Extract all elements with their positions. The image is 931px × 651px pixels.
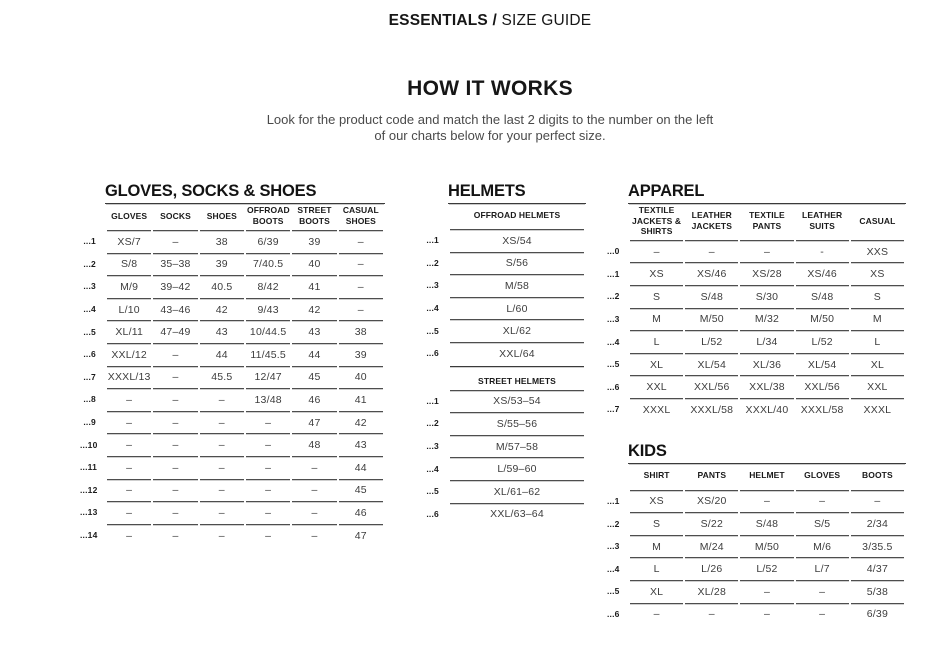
size-cell: – (339, 253, 383, 276)
size-cell: - (796, 240, 849, 263)
size-cell: – (200, 524, 244, 547)
size-cell: 6/39 (246, 230, 290, 253)
table-row (607, 535, 904, 558)
size-cell: – (246, 411, 290, 434)
size-cell: 47 (292, 411, 336, 434)
size-cell: – (851, 490, 904, 513)
street-helmets-table (420, 366, 586, 526)
size-cell: L/60 (450, 297, 584, 320)
kids-block (605, 443, 906, 626)
row-label: ...6 (426, 508, 439, 519)
size-cell: XXS (851, 240, 904, 263)
row-label: ...2 (607, 518, 620, 529)
size-cell: S/30 (740, 285, 793, 308)
size-cell: – (740, 240, 793, 263)
row-label: ...5 (607, 359, 620, 370)
table-row (80, 479, 383, 502)
size-cell: XL/36 (740, 353, 793, 376)
column-header: SHOES (206, 210, 237, 221)
size-cell: S/48 (796, 285, 849, 308)
column-header: CASUAL SHOES (342, 205, 379, 226)
size-cell: – (200, 501, 244, 524)
size-cell: 43 (339, 433, 383, 456)
header-row (607, 465, 904, 490)
size-cell: XS (630, 490, 683, 513)
table-row (422, 480, 584, 503)
size-cell: S/48 (740, 512, 793, 535)
size-cell: M/57–58 (450, 435, 584, 458)
size-cell: – (292, 479, 336, 502)
header-gutter (80, 205, 105, 230)
size-cell: XS/46 (796, 262, 849, 285)
size-cell: – (200, 433, 244, 456)
table-row (422, 274, 584, 297)
size-cell: 39 (200, 253, 244, 276)
table-row (80, 343, 383, 366)
size-cell: – (796, 580, 849, 603)
table-row (607, 398, 904, 421)
column-header: STREET HELMETS (450, 366, 584, 390)
size-cell: – (292, 456, 336, 479)
size-cell: M/50 (740, 535, 793, 558)
table-row (607, 603, 904, 626)
size-cell: 44 (200, 343, 244, 366)
row-label: ...4 (426, 463, 439, 474)
table-row (422, 319, 584, 342)
table-row (607, 285, 904, 308)
row-label: ...4 (83, 304, 96, 315)
size-cell: 6/39 (851, 603, 904, 626)
size-cell: M (851, 308, 904, 331)
size-cell: – (107, 411, 151, 434)
size-cell: 48 (292, 433, 336, 456)
size-cell: S (630, 512, 683, 535)
size-cell: XS (630, 262, 683, 285)
row-label: ...3 (607, 313, 620, 324)
size-cell: – (153, 433, 197, 456)
size-cell: – (246, 479, 290, 502)
size-cell: S/55–56 (450, 412, 584, 435)
row-label: ...10 (80, 439, 98, 450)
size-cell: L/52 (796, 330, 849, 353)
size-cell: 39 (339, 343, 383, 366)
column-header: CASUAL (859, 215, 896, 226)
size-cell: – (339, 230, 383, 253)
size-cell: – (107, 501, 151, 524)
row-label: ...2 (426, 257, 439, 268)
table-row (607, 490, 904, 513)
column-header: SOCKS (160, 210, 191, 221)
size-cell: L (851, 330, 904, 353)
table-row (80, 320, 383, 343)
size-cell: 46 (292, 388, 336, 411)
size-cell: S/8 (107, 253, 151, 276)
row-label: ...4 (607, 336, 620, 347)
table-row (607, 330, 904, 353)
size-cell: XS/46 (685, 262, 738, 285)
size-cell: XXL/56 (796, 375, 849, 398)
helmets-title: HELMETS (448, 183, 586, 204)
size-cell: 38 (200, 230, 244, 253)
size-cell: M/9 (107, 275, 151, 298)
size-cell: – (685, 603, 738, 626)
row-label: ...1 (83, 236, 96, 247)
row-label: ...7 (607, 404, 620, 415)
gloves-socks-shoes-table (78, 205, 385, 546)
column-header: GLOVES (804, 470, 841, 481)
size-cell: 41 (339, 388, 383, 411)
size-cell: M/24 (685, 535, 738, 558)
header-gutter (422, 205, 448, 229)
size-cell: 45 (339, 479, 383, 502)
size-cell: M (630, 308, 683, 331)
column-header: BOOTS (862, 470, 893, 481)
size-cell: – (796, 603, 849, 626)
breadcrumb (49, 12, 931, 30)
size-cell: S/56 (450, 252, 584, 275)
size-cell: – (246, 456, 290, 479)
breadcrumb-page: SIZE GUIDE (501, 12, 592, 29)
size-cell: – (153, 456, 197, 479)
row-label: ...3 (83, 281, 96, 292)
table-row (80, 433, 383, 456)
size-cell: 10/44.5 (246, 320, 290, 343)
size-cell: 40 (339, 366, 383, 389)
row-label: ...2 (607, 291, 620, 302)
size-cell: 47–49 (153, 320, 197, 343)
size-cell: XL/54 (685, 353, 738, 376)
size-cell: 11/45.5 (246, 343, 290, 366)
size-cell: XL/11 (107, 320, 151, 343)
row-label: ...14 (80, 530, 98, 541)
size-cell: S (851, 285, 904, 308)
size-cell: – (292, 501, 336, 524)
size-cell: 45 (292, 366, 336, 389)
row-label: ...2 (426, 418, 439, 429)
header-gutter (607, 205, 628, 240)
row-label: ...11 (80, 462, 98, 473)
breadcrumb-section: ESSENTIALS / (388, 12, 497, 29)
table-row (422, 252, 584, 275)
apparel-title: APPAREL (628, 183, 906, 204)
row-label: ...9 (83, 417, 96, 428)
size-cell: – (200, 388, 244, 411)
size-cell: XS (851, 262, 904, 285)
row-label: ...3 (607, 541, 620, 552)
size-cell: – (740, 490, 793, 513)
size-cell: – (630, 603, 683, 626)
row-label: ...4 (426, 303, 439, 314)
size-cell: – (107, 388, 151, 411)
table-row (80, 501, 383, 524)
size-cell: – (153, 501, 197, 524)
table-row (80, 230, 383, 253)
header-row (422, 366, 584, 390)
size-cell: XXXL (630, 398, 683, 421)
size-cell: XS/7 (107, 230, 151, 253)
table-row (607, 375, 904, 398)
header-row (422, 205, 584, 229)
size-cell: 42 (200, 298, 244, 321)
header-gutter (607, 465, 628, 490)
size-cell: M/50 (685, 308, 738, 331)
size-cell: XXL/64 (450, 342, 584, 365)
row-label: ...1 (607, 268, 620, 279)
size-cell: 7/40.5 (246, 253, 290, 276)
size-cell: M/58 (450, 274, 584, 297)
column-header: GLOVES (111, 210, 148, 221)
size-cell: – (153, 411, 197, 434)
table-row (422, 503, 584, 526)
row-label: ...1 (426, 395, 439, 406)
kids-table (605, 465, 906, 626)
table-row (80, 275, 383, 298)
table-row (80, 298, 383, 321)
row-label: ...4 (607, 563, 620, 574)
helmets-section (420, 183, 586, 525)
table-row (607, 240, 904, 263)
size-cell: M (630, 535, 683, 558)
row-label: ...0 (607, 246, 620, 257)
header-row (80, 205, 383, 230)
table-row (607, 580, 904, 603)
size-cell: XS/28 (740, 262, 793, 285)
header-row (607, 205, 904, 240)
apparel-kids-section (605, 183, 906, 625)
size-cell: L/52 (685, 330, 738, 353)
gloves-socks-shoes-title: GLOVES, SOCKS & SHOES (105, 183, 385, 204)
size-cell: XXXL/40 (740, 398, 793, 421)
size-cell: 41 (292, 275, 336, 298)
column-header: HELMET (749, 470, 785, 481)
size-cell: 43 (292, 320, 336, 343)
size-cell: – (153, 479, 197, 502)
kids-title: KIDS (628, 443, 906, 464)
size-cell: – (339, 298, 383, 321)
size-cell: XL/54 (796, 353, 849, 376)
table-row (607, 308, 904, 331)
size-cell: – (740, 603, 793, 626)
size-cell: 40.5 (200, 275, 244, 298)
row-label: ...2 (83, 258, 96, 269)
size-cell: 47 (339, 524, 383, 547)
size-cell: S/22 (685, 512, 738, 535)
page-title: HOW IT WORKS (407, 77, 573, 100)
size-cell: XL (630, 580, 683, 603)
size-cell: M/6 (796, 535, 849, 558)
size-cell: – (292, 524, 336, 547)
size-cell: L/59–60 (450, 457, 584, 480)
row-label: ...6 (607, 381, 620, 392)
size-cell: XXXL/13 (107, 366, 151, 389)
size-cell: – (630, 240, 683, 263)
size-cell: – (153, 343, 197, 366)
row-label: ...5 (607, 586, 620, 597)
row-label: ...3 (426, 280, 439, 291)
column-header: OFFROAD BOOTS (246, 205, 290, 226)
table-row (80, 253, 383, 276)
size-cell: – (796, 490, 849, 513)
intro-text-line1: Look for the product code and match the last 2 digits to the number on the left (266, 112, 714, 127)
size-cell: – (339, 275, 383, 298)
table-row (607, 262, 904, 285)
size-cell: L (630, 330, 683, 353)
size-cell: 9/43 (246, 298, 290, 321)
size-cell: – (200, 411, 244, 434)
size-cell: M/32 (740, 308, 793, 331)
row-label: ...3 (426, 441, 439, 452)
size-cell: 40 (292, 253, 336, 276)
size-cell: L (630, 557, 683, 580)
table-row (80, 388, 383, 411)
size-cell: 2/34 (851, 512, 904, 535)
size-cell: 43–46 (153, 298, 197, 321)
size-cell: L/26 (685, 557, 738, 580)
size-cell: 46 (339, 501, 383, 524)
size-cell: XS/53–54 (450, 390, 584, 413)
size-cell: M/50 (796, 308, 849, 331)
row-label: ...6 (607, 608, 620, 619)
size-cell: L/34 (740, 330, 793, 353)
size-cell: 42 (292, 298, 336, 321)
size-cell: – (107, 524, 151, 547)
table-row (607, 353, 904, 376)
row-label: ...6 (83, 349, 96, 360)
size-cell: 5/38 (851, 580, 904, 603)
size-cell: 13/48 (246, 388, 290, 411)
column-header: TEXTILE JACKETS & SHIRTS (632, 205, 682, 237)
size-cell: – (685, 240, 738, 263)
size-cell: XL (851, 353, 904, 376)
size-cell: XXL (851, 375, 904, 398)
apparel-table (605, 205, 906, 421)
size-cell: 43 (200, 320, 244, 343)
size-cell: – (153, 366, 197, 389)
size-cell: XXXL (851, 398, 904, 421)
header-gutter (422, 366, 448, 390)
size-cell: – (246, 524, 290, 547)
size-cell: – (107, 479, 151, 502)
size-cell: S (630, 285, 683, 308)
column-header: STREET BOOTS (297, 205, 332, 226)
size-cell: 39–42 (153, 275, 197, 298)
size-cell: 3/35.5 (851, 535, 904, 558)
size-cell: XXL/56 (685, 375, 738, 398)
size-cell: L/10 (107, 298, 151, 321)
row-label: ...5 (426, 325, 439, 336)
table-row (422, 435, 584, 458)
table-row (422, 457, 584, 480)
size-cell: XS/20 (685, 490, 738, 513)
table-row (80, 456, 383, 479)
size-cell: 42 (339, 411, 383, 434)
size-cell: L/7 (796, 557, 849, 580)
size-cell: 44 (339, 456, 383, 479)
table-row (422, 342, 584, 365)
row-label: ...5 (83, 326, 96, 337)
size-cell: 8/42 (246, 275, 290, 298)
page-header (49, 0, 931, 144)
size-cell: 39 (292, 230, 336, 253)
size-cell: 4/37 (851, 557, 904, 580)
size-cell: 44 (292, 343, 336, 366)
size-cell: 35–38 (153, 253, 197, 276)
intro-text (49, 112, 931, 144)
row-label: ...12 (80, 484, 98, 495)
table-row (422, 412, 584, 435)
size-cell: – (200, 456, 244, 479)
size-cell: XS/54 (450, 229, 584, 252)
column-header: LEATHER JACKETS (691, 210, 732, 231)
size-cell: – (107, 456, 151, 479)
size-cell: XL/28 (685, 580, 738, 603)
table-row (422, 229, 584, 252)
table-row (607, 557, 904, 580)
column-header: OFFROAD HELMETS (473, 210, 561, 221)
size-cell: L/52 (740, 557, 793, 580)
row-label: ...1 (607, 495, 620, 506)
size-cell: – (246, 433, 290, 456)
size-cell: – (153, 388, 197, 411)
size-cell: – (107, 433, 151, 456)
row-label: ...1 (426, 235, 439, 246)
size-cell: XL/61–62 (450, 480, 584, 503)
column-header: PANTS (697, 470, 727, 481)
table-row (607, 512, 904, 535)
size-cell: – (200, 479, 244, 502)
size-cell: – (153, 230, 197, 253)
row-label: ...5 (426, 486, 439, 497)
size-cell: – (740, 580, 793, 603)
size-cell: 12/47 (246, 366, 290, 389)
row-label: ...6 (426, 348, 439, 359)
table-row (422, 390, 584, 413)
size-cell: – (246, 501, 290, 524)
size-cell: XXL (630, 375, 683, 398)
column-header: SHIRT (643, 470, 670, 481)
size-cell: 38 (339, 320, 383, 343)
size-cell: XXL/63–64 (450, 503, 584, 526)
size-cell: S/48 (685, 285, 738, 308)
size-cell: XL (630, 353, 683, 376)
table-row (80, 366, 383, 389)
offroad-helmets-table (420, 205, 586, 365)
gloves-socks-shoes-section (78, 183, 385, 546)
size-cell: XXL/38 (740, 375, 793, 398)
size-cell: 45.5 (200, 366, 244, 389)
row-label: ...8 (83, 394, 96, 405)
table-row (80, 411, 383, 434)
size-cell: – (153, 524, 197, 547)
column-header: LEATHER SUITS (802, 210, 843, 231)
size-cell: S/5 (796, 512, 849, 535)
row-label: ...13 (80, 507, 98, 518)
size-cell: XL/62 (450, 319, 584, 342)
row-label: ...7 (83, 371, 96, 382)
intro-text-line2: of our charts below for your perfect size. (374, 128, 606, 143)
size-cell: XXXL/58 (685, 398, 738, 421)
table-row (80, 524, 383, 547)
table-row (422, 297, 584, 320)
column-header: TEXTILE PANTS (749, 210, 785, 231)
size-cell: XXL/12 (107, 343, 151, 366)
size-cell: XXXL/58 (796, 398, 849, 421)
